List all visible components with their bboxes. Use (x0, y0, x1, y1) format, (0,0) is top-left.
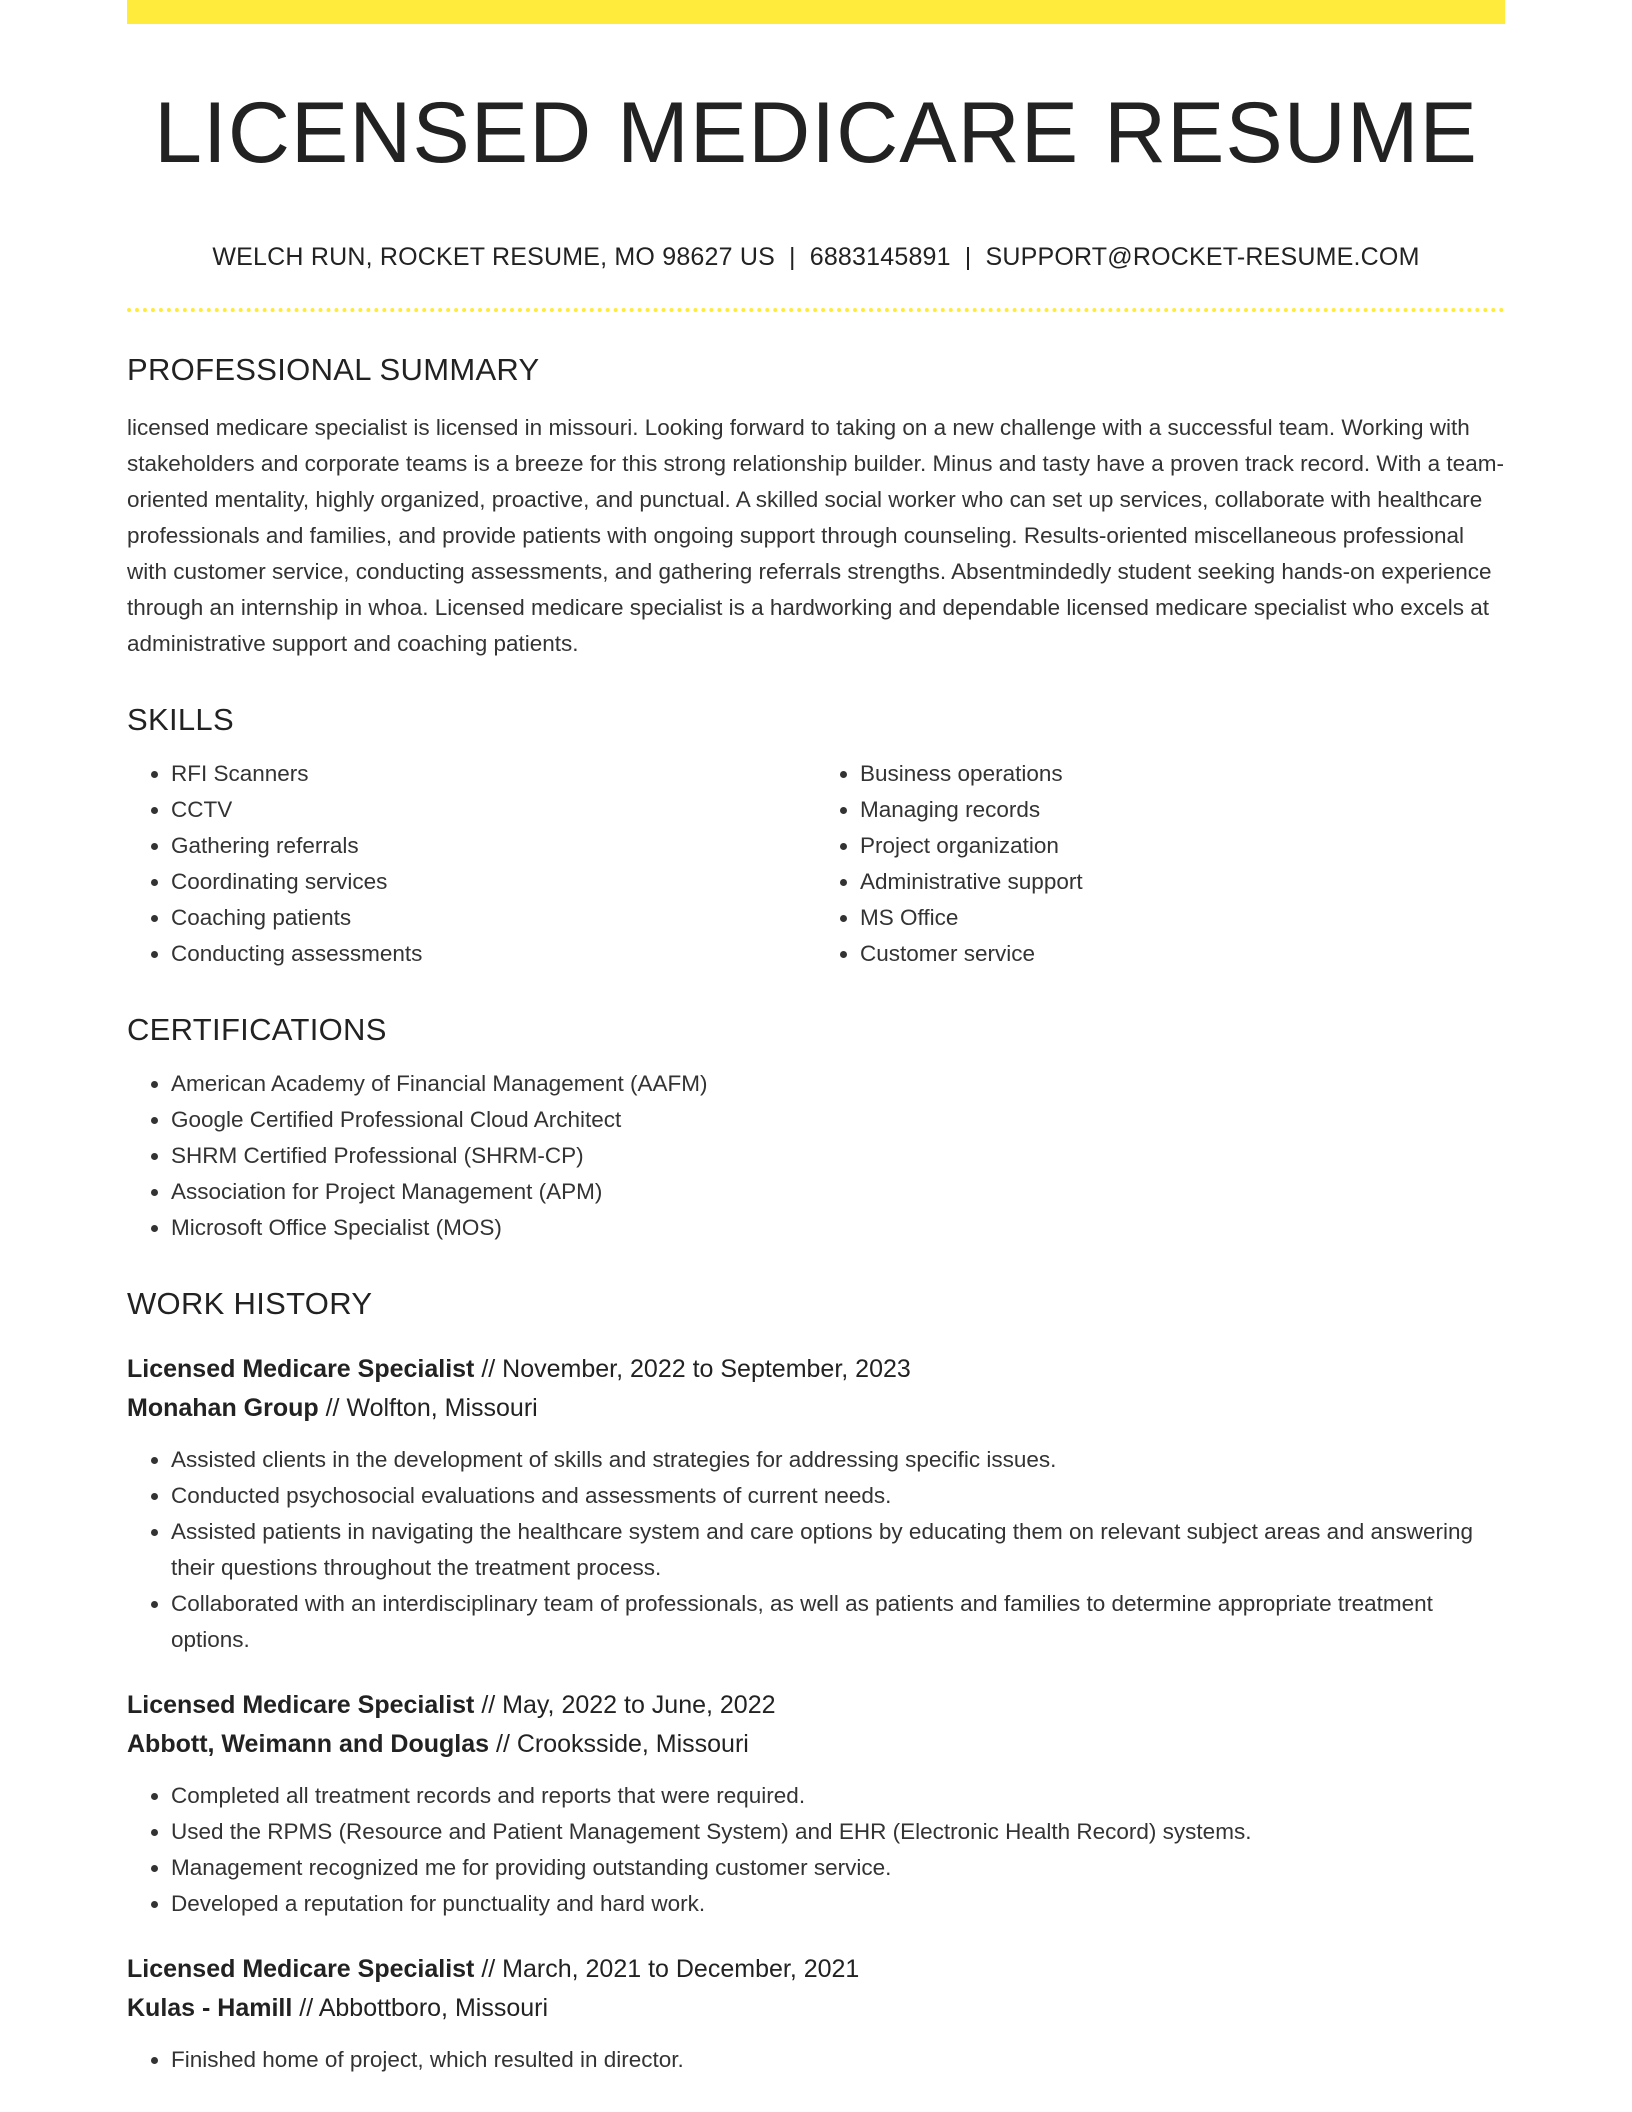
skill-item: • MS Office (860, 900, 1505, 936)
skill-item: • Project organization (860, 828, 1505, 864)
job-bullet: • Finished home of project, which resulted in director. (171, 2042, 1505, 2078)
accent-bar (127, 0, 1505, 24)
summary-text: licensed medicare specialist is licensed in missouri. Looking forward to taking on a new challenge with a successful team. Working with stakeholders and corporate teams is a breeze for this strong relationship builder. Minus and tasty have a proven track record. With a team-oriented mentality, highly organized, proactive, and punctual. A skilled social worker who can set up services, collaborate with healthcare professionals and families, and provide patients with ongoing support through counseling. Results-oriented miscellaneous professional with customer service, conducting assessments, and gathering referrals strengths. Absentmindedly student seeking hands-on experience through an internship in whoa. Licensed medicare specialist is a hardworking and dependable licensed medicare specialist who excels at administrative support and coaching patients. (127, 415, 1504, 657)
job-company: Monahan Group (127, 1394, 319, 1423)
job-bullet-list (127, 1442, 1505, 1658)
job-bullet: • Conducted psychosocial evaluations and assessments of current needs. (171, 1478, 1505, 1514)
job-title: Licensed Medicare Specialist (127, 1955, 475, 1984)
skill-item: • CCTV (171, 792, 816, 828)
job-bullet: • Used the RPMS (Resource and Patient Management System) and EHR (Electronic Health Record) systems. (171, 1814, 1505, 1850)
contact-line (127, 243, 1505, 272)
skills-list-left (127, 756, 816, 972)
resume-title: LICENSED MEDICARE RESUME (154, 85, 1478, 181)
job-bullet: • Management recognized me for providing outstanding customer service. (171, 1850, 1505, 1886)
job-bullet: • Developed a reputation for punctuality and hard work. (171, 1886, 1505, 1922)
resume-page (127, 0, 1505, 2078)
job-title: Licensed Medicare Specialist (127, 1355, 475, 1384)
skill-item: • Customer service (860, 936, 1505, 972)
job-dates: // March, 2021 to December, 2021 (474, 1955, 860, 1984)
job-company: Abbott, Weimann and Douglas (127, 1730, 490, 1759)
job-title: Licensed Medicare Specialist (127, 1691, 475, 1720)
job-bullet: • Completed all treatment records and reports that were required. (171, 1778, 1505, 1814)
skills-grid (127, 756, 1505, 972)
skill-item: • Gathering referrals (171, 828, 816, 864)
certification-item: • Microsoft Office Specialist (MOS) (171, 1210, 1505, 1246)
job-entry (127, 1350, 1505, 1658)
job-title-line (127, 1686, 1505, 1725)
job-entry (127, 1686, 1505, 1922)
skill-item: • Business operations (860, 756, 1505, 792)
skills-heading: SKILLS (127, 702, 234, 738)
job-bullet: • Assisted patients in navigating the healthcare system and care options by educating them on relevant subject areas and answering their questions throughout the treatment process. (171, 1514, 1505, 1586)
summary-heading: PROFESSIONAL SUMMARY (127, 352, 540, 388)
skill-item: • RFI Scanners (171, 756, 816, 792)
certification-item: • Association for Project Management (APM) (171, 1174, 1505, 1210)
job-company-line (127, 1389, 1505, 1428)
work-history-heading: WORK HISTORY (127, 1286, 373, 1322)
contact-separator: | (964, 243, 972, 272)
job-company: Kulas - Hamill (127, 1994, 293, 2023)
skill-item: • Managing records (860, 792, 1505, 828)
certifications-heading: CERTIFICATIONS (127, 1012, 387, 1048)
job-bullet: • Collaborated with an interdisciplinary team of professionals, as well as patients and families to determine appropriate treatment options. (171, 1586, 1505, 1658)
job-location: // Abbottboro, Missouri (292, 1994, 549, 2023)
skill-item: • Administrative support (860, 864, 1505, 900)
job-bullet-list (127, 2042, 1505, 2078)
contact-separator: | (789, 243, 796, 272)
address-text: WELCH RUN, ROCKET RESUME, MO 98627 US (212, 243, 776, 272)
certification-item: • American Academy of Financial Management (AAFM) (171, 1066, 1505, 1102)
skills-list-right (816, 756, 1505, 972)
skill-item: • Coaching patients (171, 900, 816, 936)
job-entry (127, 1950, 1505, 2078)
job-location: // Crooksside, Missouri (489, 1730, 749, 1759)
job-dates: // November, 2022 to September, 2023 (474, 1355, 911, 1384)
certifications-list (127, 1066, 1505, 1246)
job-location: // Wolfton, Missouri (318, 1394, 538, 1423)
job-title-line (127, 1350, 1505, 1389)
dotted-divider (127, 308, 1505, 312)
job-company-line (127, 1725, 1505, 1764)
job-company-line (127, 1989, 1505, 2028)
job-title-line (127, 1950, 1505, 1989)
phone-text: 6883145891 (809, 243, 951, 272)
job-bullet: • Assisted clients in the development of skills and strategies for addressing specific issues. (171, 1442, 1505, 1478)
email-text: SUPPORT@ROCKET-RESUME.COM (985, 243, 1420, 272)
job-dates: // May, 2022 to June, 2022 (474, 1691, 776, 1720)
skill-item: • Coordinating services (171, 864, 816, 900)
certification-item: • SHRM Certified Professional (SHRM-CP) (171, 1138, 1505, 1174)
certification-item: • Google Certified Professional Cloud Architect (171, 1102, 1505, 1138)
job-bullet-list (127, 1778, 1505, 1922)
skill-item: • Conducting assessments (171, 936, 816, 972)
